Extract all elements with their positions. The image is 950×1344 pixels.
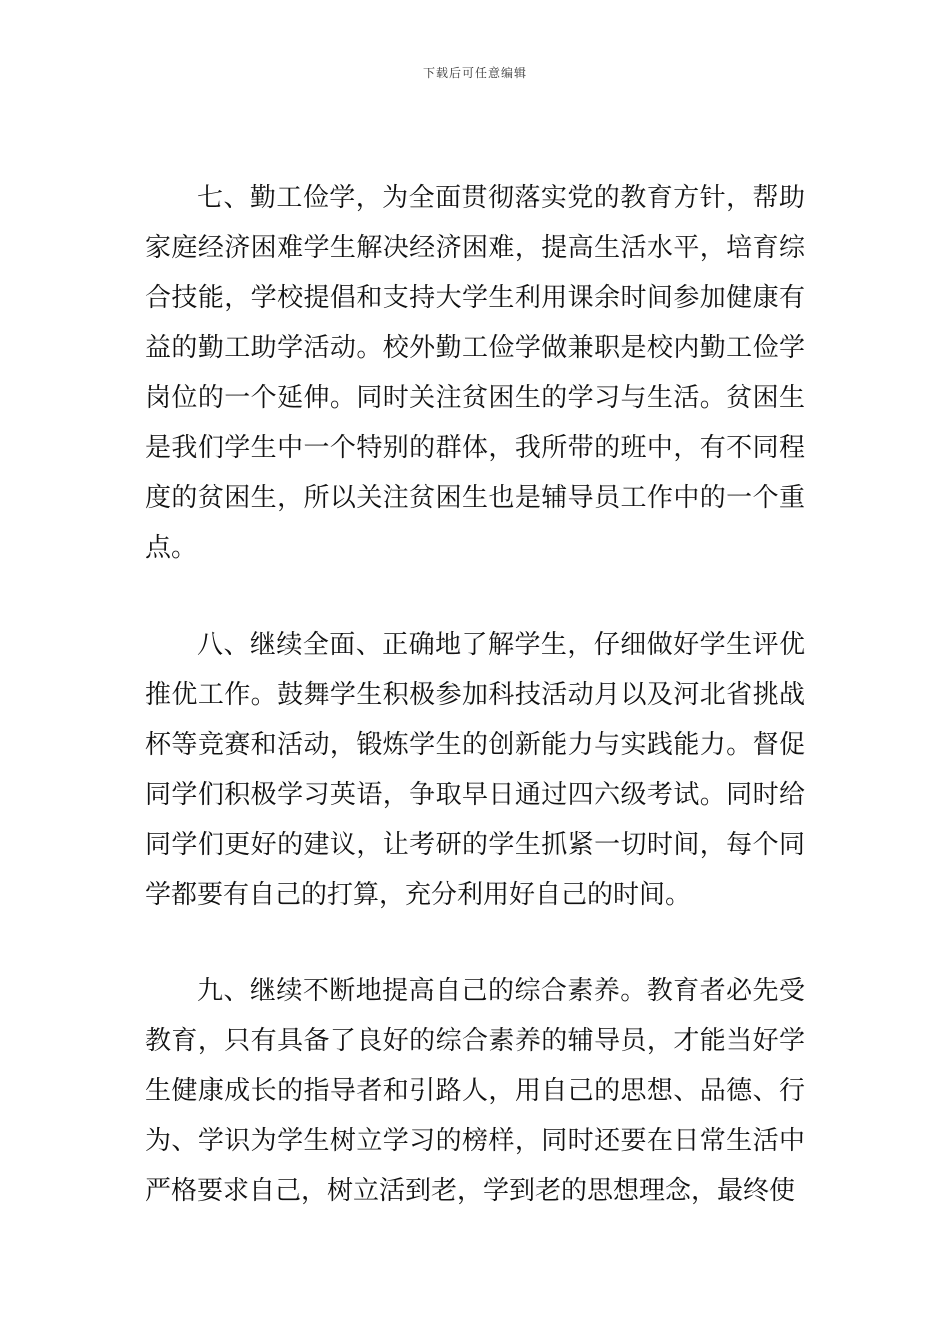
header-note: 下载后可任意编辑 — [422, 66, 527, 80]
paragraph-nine: 九、继续不断地提高自己的综合素养。教育者必先受教育，只有具备了良好的综合素养的辅导员，才能当好学生健康成长的指导者和引路人，用自己的思想、品德、行为、学识为学生树立学习的榜样，同时还要在日常生活中严格要求自己，树立活到老，学到老的思想理念，最终使 — [145, 976, 805, 1206]
paragraph-seven: 七、勤工俭学，为全面贯彻落实党的教育方针，帮助家庭经济困难学生解决经济困难，提高生活水平，培育综合技能，学校提倡和支持大学生利用课余时间参加健康有益的勤工助学活动。校外勤工俭学做兼职是校内勤工俭学岗位的一个延伸。同时关注贫困生的学习与生活。贫困生是我们学生中一个特别的群体，我所带的班中，有不同程度的贫困生，所以关注贫困生也是辅导员工作中的一个重点。 — [145, 183, 805, 563]
paragraph-eight: 八、继续全面、正确地了解学生，仔细做好学生评优推优工作。鼓舞学生积极参加科技活动月以及河北省挑战杯等竞赛和活动，锻炼学生的创新能力与实践能力。督促同学们积极学习英语，争取早日通过四六级考试。同时给同学们更好的建议，让考研的学生抓紧一切时间，每个同学都要有自己的打算，充分利用好自己的时间。 — [145, 630, 805, 910]
